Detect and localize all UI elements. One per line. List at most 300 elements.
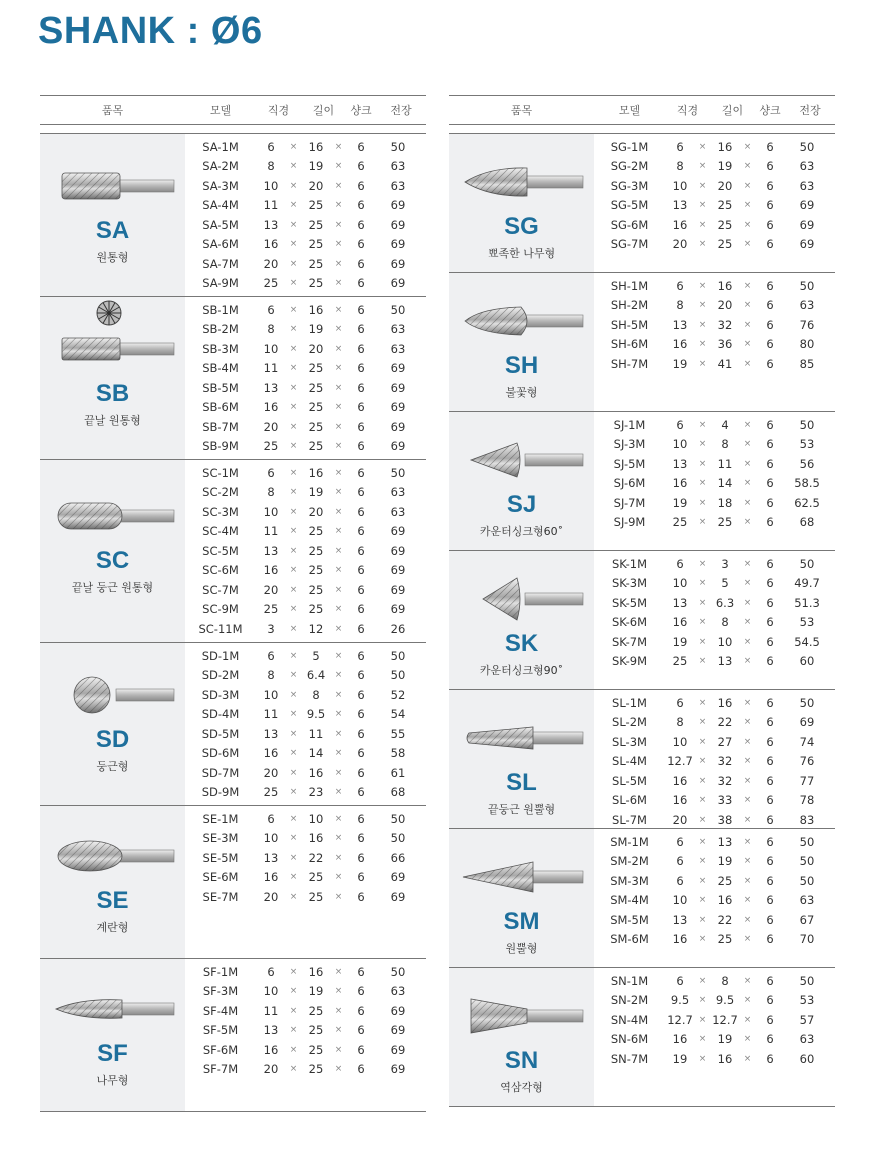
length-cell: 16 [308,964,324,979]
times-sign: × [334,689,343,700]
length-cell: 22 [308,850,324,865]
times-sign: × [698,875,707,886]
table-row [185,619,426,639]
shank-cell: 6 [766,456,774,471]
times-sign: × [334,343,343,354]
model-cell: SK-7M [611,634,648,649]
diameter-cell: 20 [263,582,279,597]
times-sign: × [334,966,343,977]
model-cell: SA-2M [202,159,239,174]
table-row [594,1030,835,1050]
length-cell: 32 [717,773,733,788]
table-row [594,296,835,316]
table-row [594,137,835,157]
table-row [594,713,835,733]
table-row [185,1021,426,1041]
table-row [594,971,835,991]
diameter-cell: 13 [672,912,688,927]
product-section-sm [449,829,835,968]
length-cell: 13 [717,654,733,669]
table-row [185,483,426,503]
model-cell: SJ-9M [613,515,646,530]
model-cell: SF-4M [202,1003,239,1018]
diameter-cell: 16 [672,217,688,232]
total-length-cell: 68 [799,515,815,530]
model-cell: SG-6M [610,217,649,232]
length-cell: 3 [721,556,729,571]
diameter-cell: 6 [676,973,684,988]
total-length-cell: 80 [799,337,815,352]
shank-cell: 6 [357,276,365,291]
model-cell: SA-9M [202,276,239,291]
table-row [185,705,426,725]
times-sign: × [334,1025,343,1036]
model-cell: SG-3M [610,178,649,193]
product-section-sh [449,273,835,412]
times-sign: × [743,756,752,767]
length-cell: 11 [308,726,324,741]
table-row [185,724,426,744]
total-length-cell: 50 [799,695,815,710]
times-sign: × [334,219,343,230]
length-cell: 20 [308,341,324,356]
tool-image [52,672,176,718]
times-sign: × [289,584,298,595]
times-sign: × [334,382,343,393]
shank-cell: 6 [766,615,774,630]
total-length-cell: 69 [390,419,406,434]
length-cell: 18 [717,495,733,510]
times-sign: × [334,421,343,432]
times-sign: × [334,584,343,595]
table-row [185,359,426,379]
total-length-cell: 67 [799,912,815,927]
times-sign: × [698,478,707,489]
length-cell: 25 [308,419,324,434]
shank-cell: 6 [766,595,774,610]
total-length-cell: 50 [390,302,406,317]
shank-cell: 6 [357,543,365,558]
product-code: SM [503,908,540,935]
times-sign: × [334,565,343,576]
table-row [185,300,426,320]
table-row [594,891,835,911]
product-section-se [40,806,426,959]
tool-image [461,159,585,205]
times-sign: × [289,1064,298,1075]
product-image-panel [449,968,594,1106]
model-cell: SK-1M [611,556,648,571]
product-section-sc [40,460,426,643]
length-cell: 25 [308,543,324,558]
times-sign: × [289,767,298,778]
times-sign: × [334,506,343,517]
model-cell: SF-7M [202,1062,239,1077]
times-sign: × [698,517,707,528]
diameter-cell: 13 [263,850,279,865]
total-length-cell: 58.5 [794,476,820,491]
diameter-cell: 12.7 [667,1012,693,1027]
times-sign: × [334,467,343,478]
times-sign: × [743,1014,752,1025]
diameter-cell: 8 [267,485,275,500]
table-row [185,437,426,457]
shank-cell: 6 [357,139,365,154]
times-sign: × [334,872,343,883]
shank-cell: 6 [766,873,774,888]
total-length-cell: 50 [799,873,815,888]
times-sign: × [698,419,707,430]
diameter-cell: 11 [263,361,279,376]
total-length-cell: 53 [799,437,815,452]
length-cell: 25 [308,380,324,395]
length-cell: 19 [717,854,733,869]
shank-cell: 6 [766,993,774,1008]
model-cell: SB-4M [202,361,239,376]
tool-image [461,298,585,344]
total-length-cell: 50 [390,139,406,154]
product-code: SH [504,352,539,379]
model-cell: SB-2M [202,322,239,337]
table-row [185,137,426,157]
times-sign: × [698,339,707,350]
diameter-cell: 20 [263,419,279,434]
diameter-cell: 16 [263,746,279,761]
times-sign: × [698,219,707,230]
diameter-cell: 20 [263,256,279,271]
table-row [594,732,835,752]
shank-cell: 6 [357,237,365,252]
tool-image [461,437,585,483]
product-code: SC [95,547,130,574]
table-row [185,235,426,255]
total-length-cell: 50 [799,139,815,154]
total-length-cell: 63 [390,485,406,500]
product-code: SE [96,887,129,914]
diameter-cell: 13 [263,380,279,395]
times-sign: × [289,421,298,432]
times-sign: × [698,458,707,469]
total-length-cell: 55 [390,726,406,741]
total-length-cell: 69 [390,582,406,597]
table-row [185,463,426,483]
shank-cell: 6 [357,159,365,174]
product-code: SN [504,1047,539,1074]
length-cell: 13 [717,834,733,849]
diameter-cell: 9.5 [670,993,690,1008]
length-cell: 25 [308,276,324,291]
diameter-cell: 16 [263,237,279,252]
times-sign: × [289,1044,298,1055]
total-length-cell: 63 [390,178,406,193]
diameter-cell: 10 [263,178,279,193]
tool-image [52,163,176,209]
diameter-cell: 16 [672,476,688,491]
times-sign: × [743,219,752,230]
length-cell: 27 [717,734,733,749]
times-sign: × [698,717,707,728]
total-length-cell: 69 [390,256,406,271]
times-sign: × [334,986,343,997]
shank-cell: 6 [766,834,774,849]
shank-cell: 6 [766,178,774,193]
length-cell: 5 [721,576,729,591]
times-sign: × [289,833,298,844]
times-sign: × [289,180,298,191]
diameter-cell: 10 [672,734,688,749]
table-row [594,871,835,891]
length-cell: 25 [308,1023,324,1038]
model-cell: SD-4M [201,707,240,722]
shank-cell: 6 [357,831,365,846]
table-row [185,848,426,868]
table-row [185,378,426,398]
shank-cell: 6 [357,178,365,193]
total-length-cell: 63 [799,893,815,908]
times-sign: × [743,875,752,886]
total-length-cell: 69 [390,217,406,232]
times-sign: × [743,517,752,528]
diameter-cell: 8 [676,298,684,313]
shank-cell: 6 [357,1062,365,1077]
table-row [594,474,835,494]
length-cell: 25 [308,217,324,232]
model-cell: SM-1M [610,834,649,849]
times-sign: × [289,467,298,478]
times-sign: × [743,478,752,489]
diameter-cell: 13 [672,456,688,471]
times-sign: × [743,1053,752,1064]
length-cell: 25 [717,932,733,947]
total-length-cell: 63 [799,1032,815,1047]
length-cell: 25 [308,400,324,415]
total-length-cell: 69 [390,237,406,252]
shank-cell: 6 [766,912,774,927]
table-row [594,415,835,435]
times-sign: × [334,545,343,556]
table-row [594,435,835,455]
product-image-panel [449,134,594,272]
shank-cell: 6 [766,973,774,988]
product-name: 원뿔형 [505,942,538,955]
table-row [594,593,835,613]
model-cell: SH-7M [610,356,649,371]
model-cell: SJ-1M [613,417,646,432]
product-code: SG [504,213,539,240]
table-row [594,1010,835,1030]
total-length-cell: 50 [799,854,815,869]
diameter-cell: 6 [267,302,275,317]
model-cell: SB-3M [202,341,239,356]
header-total: 전장 [799,104,821,117]
length-cell: 25 [717,217,733,232]
shank-cell: 6 [766,476,774,491]
times-sign: × [289,1025,298,1036]
length-cell: 16 [717,695,733,710]
times-sign: × [289,565,298,576]
diameter-cell: 6 [676,695,684,710]
diameter-cell: 25 [263,439,279,454]
shank-cell: 6 [357,726,365,741]
table-row [185,982,426,1002]
table-row [185,580,426,600]
times-sign: × [334,670,343,681]
times-sign: × [289,604,298,615]
shank-cell: 6 [357,400,365,415]
times-sign: × [334,709,343,720]
times-sign: × [743,458,752,469]
times-sign: × [698,141,707,152]
table-row [185,254,426,274]
total-length-cell: 69 [390,198,406,213]
model-cell: SG-2M [610,159,649,174]
shank-cell: 6 [357,361,365,376]
table-row [594,652,835,672]
times-sign: × [334,1005,343,1016]
table-row [594,215,835,235]
model-cell: SL-7M [612,812,647,827]
times-sign: × [289,402,298,413]
model-cell: SD-3M [201,687,240,702]
diameter-cell: 10 [672,893,688,908]
times-sign: × [743,914,752,925]
diameter-cell: 6 [267,139,275,154]
table-row [185,398,426,418]
diameter-cell: 8 [267,159,275,174]
table-row [594,632,835,652]
table-row [594,693,835,713]
times-sign: × [289,441,298,452]
header-diameter: 직경 [676,104,699,117]
total-length-cell: 69 [390,361,406,376]
shank-cell: 6 [766,854,774,869]
diameter-cell: 16 [263,870,279,885]
total-length-cell: 58 [390,746,406,761]
times-sign: × [698,736,707,747]
header-shank: 샹크 [759,104,781,117]
diameter-cell: 16 [672,932,688,947]
total-length-cell: 69 [390,380,406,395]
product-section-sb [40,297,426,460]
diameter-cell: 12.7 [667,754,693,769]
total-length-cell: 60 [799,654,815,669]
length-cell: 25 [308,439,324,454]
length-cell: 9.5 [306,707,326,722]
times-sign: × [334,441,343,452]
product-code: SA [95,217,130,244]
length-cell: 19 [308,485,324,500]
shank-cell: 6 [357,668,365,683]
shank-cell: 6 [766,198,774,213]
page-title: SHANK : Ø6 [38,10,263,52]
total-length-cell: 69 [390,889,406,904]
length-cell: 8 [721,973,729,988]
shank-cell: 6 [766,139,774,154]
table-row [185,763,426,783]
length-cell: 25 [308,1042,324,1057]
total-length-cell: 50 [799,556,815,571]
table-row [594,335,835,355]
header-length: 길이 [312,104,335,117]
shank-cell: 6 [766,654,774,669]
shank-cell: 6 [357,746,365,761]
model-cell: SL-3M [612,734,647,749]
total-length-cell: 50 [390,465,406,480]
times-sign: × [334,324,343,335]
times-sign: × [698,439,707,450]
header-diameter: 직경 [267,104,290,117]
model-cell: SE-1M [202,811,239,826]
length-cell: 25 [308,582,324,597]
model-cell: SD-9M [201,785,240,800]
shank-cell: 6 [357,256,365,271]
times-sign: × [289,1005,298,1016]
length-cell: 8 [312,687,320,702]
times-sign: × [743,836,752,847]
shank-cell: 6 [766,812,774,827]
times-sign: × [743,578,752,589]
model-cell: SA-6M [202,237,239,252]
table-row [594,791,835,811]
diameter-cell: 16 [672,793,688,808]
table-row [594,176,835,196]
diameter-cell: 6 [267,465,275,480]
model-cell: SF-5M [202,1023,239,1038]
diameter-cell: 13 [672,317,688,332]
model-cell: SC-2M [202,485,239,500]
model-cell: SL-6M [612,793,647,808]
diameter-cell: 13 [263,217,279,232]
length-cell: 20 [308,504,324,519]
product-name: 둥근형 [96,760,129,773]
header-name: 품목 [101,104,124,117]
times-sign: × [698,656,707,667]
product-name: 끝둥근 원뿔형 [487,803,556,816]
times-sign: × [743,180,752,191]
product-image-panel [449,690,594,828]
length-cell: 12 [308,621,324,636]
length-cell: 19 [308,159,324,174]
table-row [594,493,835,513]
times-sign: × [289,670,298,681]
shank-cell: 6 [766,556,774,571]
times-sign: × [743,497,752,508]
times-sign: × [698,814,707,825]
length-cell: 25 [308,198,324,213]
total-length-cell: 50 [799,278,815,293]
times-sign: × [698,358,707,369]
table-row [594,454,835,474]
model-cell: SK-9M [611,654,648,669]
table-row [594,157,835,177]
diameter-cell: 19 [672,356,688,371]
times-sign: × [743,795,752,806]
times-sign: × [289,966,298,977]
length-cell: 25 [308,563,324,578]
diameter-cell: 20 [672,237,688,252]
times-sign: × [743,339,752,350]
length-cell: 19 [308,322,324,337]
table-row [185,196,426,216]
length-cell: 25 [717,198,733,213]
length-cell: 19 [717,1032,733,1047]
total-length-cell: 63 [799,298,815,313]
length-cell: 14 [308,746,324,761]
length-cell: 32 [717,754,733,769]
times-sign: × [743,697,752,708]
model-cell: SH-5M [610,317,649,332]
tool-image [52,986,176,1032]
